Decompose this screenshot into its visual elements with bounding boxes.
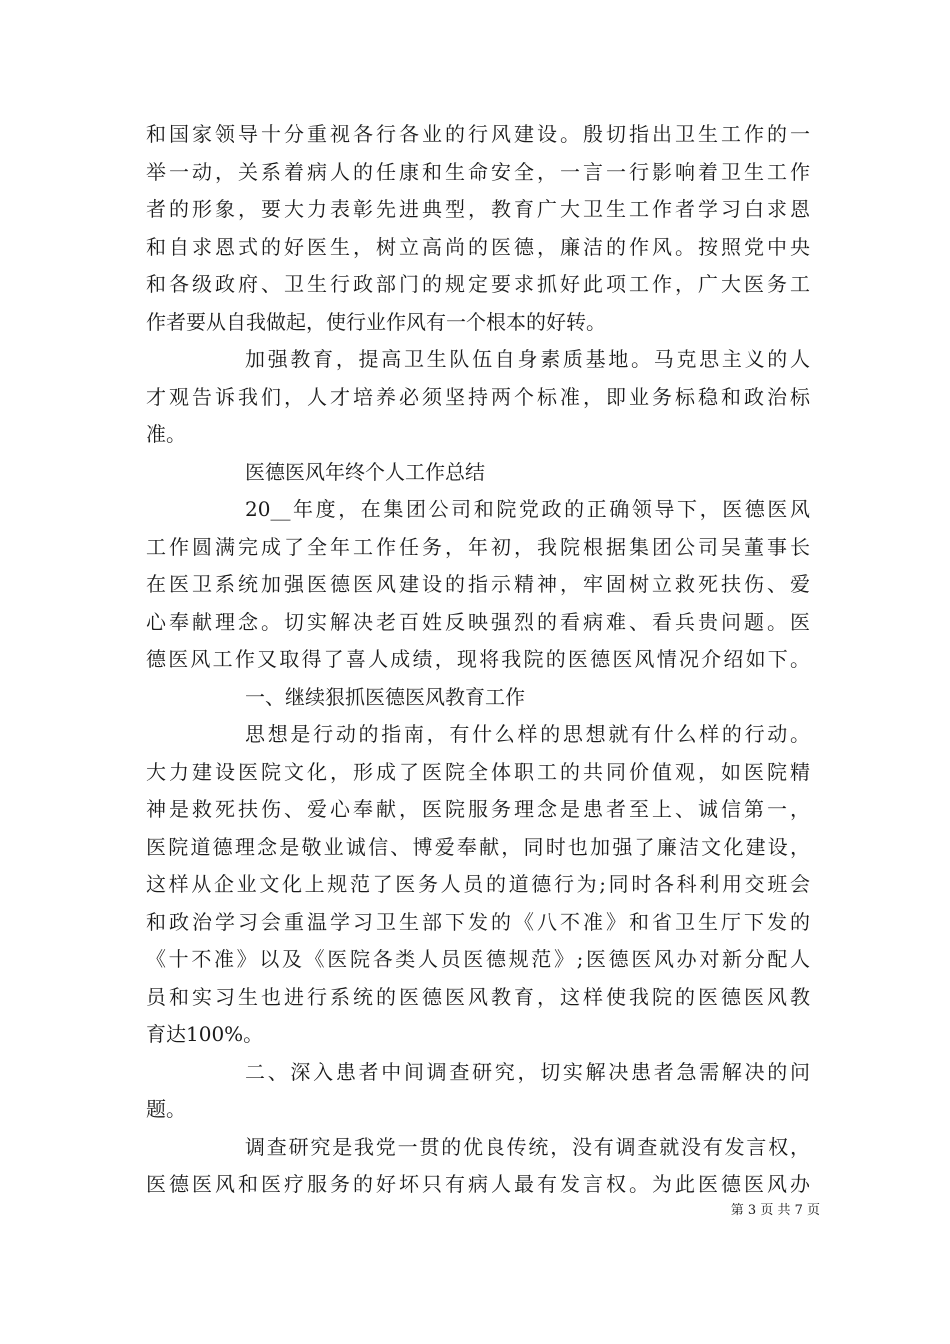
text-line: 医德医风和医疗服务的好坏只有病人最有发言权。为此医德医风办 (146, 1172, 810, 1196)
text-line: 医院道德理念是敬业诚信、博爱奉献，同时也加强了廉洁文化建设， (146, 834, 810, 859)
text-line: 作者要从自我做起，使行业作风有一个根本的好转。 (146, 309, 606, 334)
text-line: 题。 (146, 1097, 186, 1121)
text-line: 神是救死扶伤、爱心奉献，医院服务理念是患者至上、诚信第一， (146, 797, 810, 821)
text-line: 和自求恩式的好医生，树立高尚的医德，廉洁的作风。按照党中央 (146, 234, 810, 259)
text-line: 德医风工作又取得了喜人成绩，现将我院的医德医风情况介绍如下。 (146, 647, 810, 671)
text-line: 育达100%。 (146, 1022, 264, 1046)
text-line: 和国家领导十分重视各行各业的行风建设。殷切指出卫生工作的一 (146, 122, 810, 146)
section-title: 医德医风年终个人工作总结 (245, 459, 485, 484)
text-line: 才观告诉我们，人才培养必须坚持两个标准，即业务标稳和政治标 (146, 384, 810, 409)
document-body (146, 116, 810, 1204)
text-line: 者的形象，要大力表彰先进典型，教育广大卫生工作者学习白求恩 (146, 197, 810, 221)
paragraph-start-line: 思想是行动的指南，有什么样的思想就有什么样的行动。 (245, 722, 810, 746)
text-line: 这样从企业文化上规范了医务人员的道德行为;同时各科利用交班会 (146, 872, 810, 896)
paragraph-start-line: 20__年度，在集团公司和院党政的正确领导下，医德医风 (245, 497, 810, 521)
text-line: 和各级政府、卫生行政部门的规定要求抓好此项工作，广大医务工 (146, 272, 810, 296)
page-number-footer: 第 3 页 共 7 页 (730, 1203, 820, 1218)
section-heading: 一、继续狠抓医德医风教育工作 (245, 684, 525, 709)
text-line: 大力建设医院文化，形成了医院全体职工的共同价值观，如医院精 (146, 759, 810, 784)
paragraph-start-line: 调查研究是我党一贯的优良传统，没有调查就没有发言权， (245, 1134, 810, 1159)
text-line: 工作圆满完成了全年工作任务，年初，我院根据集团公司吴董事长 (146, 534, 810, 559)
paragraph-start-line: 加强教育，提高卫生队伍自身素质基地。马克思主义的人 (245, 347, 810, 371)
text-line: 在医卫系统加强医德医风建设的指示精神，牢固树立救死扶伤、爱 (146, 572, 810, 596)
text-line: 准。 (146, 422, 186, 446)
section-heading: 二、深入患者中间调查研究，切实解决患者急需解决的问 (245, 1059, 810, 1084)
text-line: 《十不准》以及《医院各类人员医德规范》;医德医风办对新分配人 (146, 947, 810, 971)
text-line: 和政治学习会重温学习卫生部下发的《八不准》和省卫生厅下发的 (146, 909, 810, 934)
text-line: 举一动，关系着病人的任康和生命安全，一言一行影响着卫生工作 (146, 159, 810, 184)
text-line: 心奉献理念。切实解决老百姓反映强烈的看病难、看兵贵问题。医 (146, 609, 810, 634)
text-line: 员和实习生也进行系统的医德医风教育，这样使我院的医德医风教 (146, 984, 810, 1009)
